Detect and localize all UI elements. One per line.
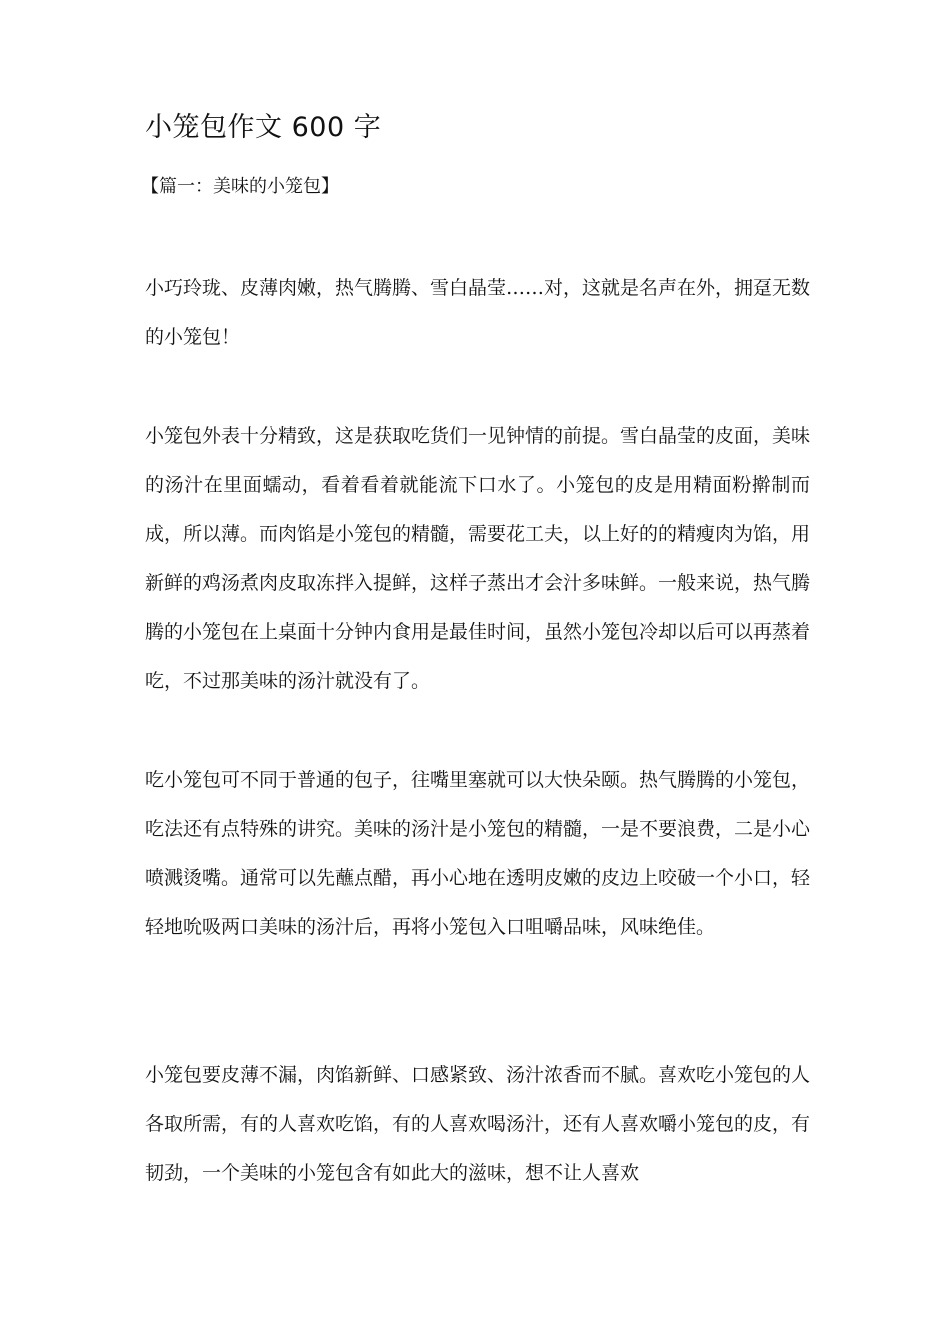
paragraph-4: 小笼包要皮薄不漏，肉馅新鲜、口感紧致、汤汁浓香而不腻。喜欢吃小笼包的人各取所需，有的人喜欢吃馅，有的人喜欢喝汤汁，还有人喜欢嚼小笼包的皮，有韧劲，一个美味的小笼包含有如此大的滋味，想不让人喜欢 — [145, 1064, 811, 1184]
document-title: 小笼包作文 600 字 — [145, 112, 382, 143]
paragraph-1: 小巧玲珑、皮薄肉嫩，热气腾腾、雪白晶莹……对，这就是名声在外，拥趸无数的小笼包！ — [145, 277, 811, 348]
paragraph-3: 吃小笼包可不同于普通的包子，往嘴里塞就可以大快朵颐。热气腾腾的小笼包，吃法还有点特殊的讲究。美味的汤汁是小笼包的精髓，一是不要浪费，二是小心喷溅烫嘴。通常可以先蘸点醋，再小心地在透明皮嫩的皮边上咬破一个小口，轻轻地吮吸两口美味的汤汁后，再将小笼包入口咀嚼品味，风味绝佳。 — [145, 769, 811, 938]
paragraph-2: 小笼包外表十分精致，这是获取吃货们一见钟情的前提。雪白晶莹的皮面，美味的汤汁在里面蠕动，看着看着就能流下口水了。小笼包的皮是用精面粉擀制而成，所以薄。而肉馅是小笼包的精髓，需要花工夫，以上好的的精瘦肉为馅，用新鲜的鸡汤煮肉皮取冻拌入提鲜，这样子蒸出才会汁多味鲜。一般来说，热气腾腾的小笼包在上桌面十分钟内食用是最佳时间，虽然小笼包冷却以后可以再蒸着吃，不过那美味的汤汁就没有了。 — [145, 425, 811, 692]
section-heading: 【篇一：美味的小笼包】 — [141, 176, 339, 197]
